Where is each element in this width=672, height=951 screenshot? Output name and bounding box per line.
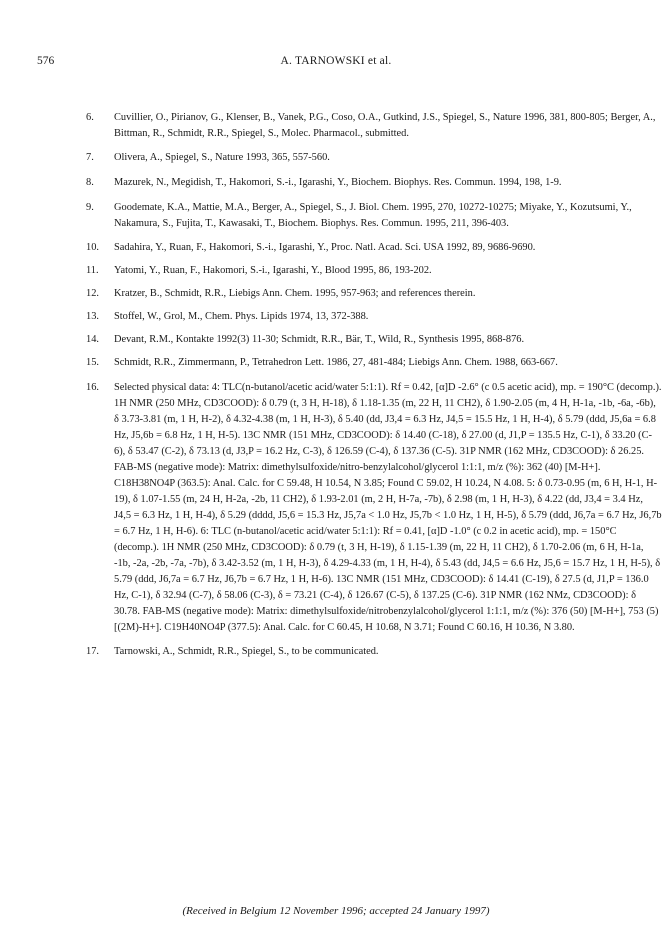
reference-number: 6.: [86, 112, 94, 123]
reference-item: [0, 332, 662, 348]
reference-text: Tarnowski, A., Schmidt, R.R., Spiegel, S., to be communicated.: [114, 646, 379, 657]
reference-number: 13.: [86, 311, 99, 322]
received-accepted-dates: (Received in Belgium 12 November 1996; accepted 24 January 1997): [182, 905, 490, 917]
reference-text: Devant, R.M., Kontakte 1992(3) 11-30; Schmidt, R.R., Bär, T., Wild, R., Synthesis 1995, 868-876.: [114, 334, 525, 345]
running-head: A. TARNOWSKI et al.: [280, 55, 392, 67]
reference-number: 14.: [86, 334, 99, 345]
reference-number: 15.: [86, 357, 99, 368]
reference-number: 16.: [86, 382, 99, 393]
reference-item: [0, 644, 662, 660]
reference-item: [0, 309, 662, 325]
reference-text: Cuvillier, O., Pirianov, G., Klenser, B., Vanek, P.G., Coso, O.A., Gutkind, J.S., Spiegel, S., Nature 1996, 381, 800-805; Berger, A., Bittman, R., Schmidt, R.R., Spiegel, S., Molec. Pharmacol., submitted.: [114, 112, 656, 139]
reference-item: [0, 355, 662, 371]
reference-text: Selected physical data: 4: TLC(n-butanol/acetic acid/water 5:1:1). Rf = 0.42, [α]D -2.6° (c 0.5 acetic acid), mp. = 190°C (decomp.). 1H NMR (250 MHz, CD3COOD): δ 0.79 (t, 3 H, H-18), δ 1.18-1.35 (m, 22 H, 11 CH2), δ 1.90-2.05 (m, 4 H, H-1a, -1b, -6a, -6b), δ 3.73-3.81 (m, 1 H, H-2), δ 4.32-4.38 (m, 1 H, H-3), δ 5.40 (dd, J3,4 = 6.3 Hz, J4,5 = 15.5 Hz, 1 H, H-4), δ 5.79 (ddd, J5,6a = 6.8 Hz, J5,6b = 6.8 Hz, 1 H, H-5). 13C NMR (151 MHz, CD3COOD): δ 14.40 (C-18), δ 27.00 (d, J1,P = 135.5 Hz, C-1), δ 33.20 (C-6), δ 53.47 (C-2), δ 73.13 (d, J3,P = 16.2 Hz, C-3), δ 126.59 (C-4), δ 137.36 (C-5). 31P NMR (162 MHz, CD3COOD): δ 26.25. FAB-MS (negative mode): Matrix: dimethylsulfoxide/nitro-benzylalcohol/glycerol 1:1:1, m/z (%): 362 (40) [M-H+]. C18H38NO4P (363.5): Anal. Calc. for C 59.48, H 10.54, N 3.85; Found C 59.02, H 10.24, N 4.08. 5: δ 0.73-0.95 (m, 6 H, H-1, H-19), δ 1.07-1.55 (m, 24 H, H-2a, -2b, 11 CH2), δ 1.93-2.01 (m, 2 H, H-7a, -7b), δ 2.98 (m, 1 H, H-3), δ 4.22 (dd, J3,4 = 3.4 Hz, J4,5 = 6.3 Hz, 1 H, H-4), δ 5.29 (dddd, J5,6 = 15.3 Hz, J5,7a < 1.0 Hz, J5,7b < 1.0 Hz, 1 H, H-5), δ 5.79 (ddd, J6,7a = 6.7 Hz, J6,7b = 6.7 Hz, 1 H, H-6). 6: TLC (n-butanol/acetic acid/water 5:1:1): Rf = 0.41, [α]D -1.0° (c 0.2 in acetic acid), mp. = 150°C (decomp.). 1H NMR (250 MHz, CD3COOD): δ 0.79 (t, 3 H, H-19), δ 1.15-1.39 (m, 22 H, 11 CH2), δ 1.70-2.06 (m, 6 H, H-1a, -1b, -2a, -2b, -7a, -7b), δ 3.42-3.52 (m, 1 H, H-3), δ 4.29-4.33 (m, 1 H, H-4), δ 5.43 (dd, J4,5 = 6.6 Hz, J5,6 = 15.7 Hz, 1 H, H-5), δ 5.79 (ddd, J6,7a = 6.7 Hz, J6,7b = 6.7 Hz, 1 H, H-6). 13C NMR (151 MHz, CD3COOD): δ 14.41 (C-19), δ 27.5 (d, J1,P = 136.0 Hz, C-1), δ 32.94 (C-7), δ 58.06 (C-3), δ = 73.21 (C-4), δ 126.67 (C-5), δ 137.25 (C-6). 31P NMR (162 NMz, CD3COOD): δ 30.78. FAB-MS (negative mode): Matrix: dimethylsulfoxide/nitrobenzylalcohol/glycerol 1:1:1, m/z (%): 376 (50) [M-H+], 753 (5) [(2M)-H+]. C19H40NO4P (377.5): Anal. Calc. for C 60.45, H 10.68, N 3.71; Found C 60.16, H 10.36, N 3.80.: [114, 382, 662, 633]
reference-text: Olivera, A., Spiegel, S., Nature 1993, 365, 557-560.: [114, 152, 330, 163]
reference-text: Kratzer, B., Schmidt, R.R., Liebigs Ann. Chem. 1995, 957-963; and references therein.: [114, 288, 476, 299]
reference-text: Goodemate, K.A., Mattie, M.A., Berger, A., Spiegel, S., J. Biol. Chem. 1995, 270, 10272-10275; Miyake, Y., Kozutsumi, Y., Nakamura, S., Fujita, T., Kawasaki, T., Biochem. Biophys. Res. Commun. 1995, 211, 396-403.: [114, 202, 632, 229]
reference-text: Schmidt, R.R., Zimmermann, P., Tetrahedron Lett. 1986, 27, 481-484; Liebigs Ann. Chem. 1988, 663-667.: [114, 357, 558, 368]
reference-text: Yatomi, Y., Ruan, F., Hakomori, S.-i., Igarashi, Y., Blood 1995, 86, 193-202.: [114, 265, 432, 276]
reference-item: [0, 380, 662, 636]
reference-text: Stoffel, W., Grol, M., Chem. Phys. Lipids 1974, 13, 372-388.: [114, 311, 369, 322]
reference-list: [0, 110, 672, 660]
reference-item: [0, 175, 662, 191]
reference-number: 7.: [86, 152, 94, 163]
reference-text: Mazurek, N., Megidish, T., Hakomori, S.-i., Igarashi, Y., Biochem. Biophys. Res. Commun. 1994, 198, 1-9.: [114, 177, 562, 188]
reference-text: Sadahira, Y., Ruan, F., Hakomori, S.-i., Igarashi, Y., Proc. Natl. Acad. Sci. USA 1992, 89, 9686-9690.: [114, 242, 536, 253]
reference-item: [0, 240, 662, 256]
reference-item: [0, 263, 662, 279]
reference-number: 17.: [86, 646, 99, 657]
reference-item: [0, 150, 662, 166]
reference-number: 9.: [86, 202, 94, 213]
reference-number: 10.: [86, 242, 99, 253]
reference-number: 8.: [86, 177, 94, 188]
reference-number: 12.: [86, 288, 99, 299]
reference-number: 11.: [86, 265, 99, 276]
reference-item: [0, 200, 662, 232]
page-number: 576: [37, 55, 55, 67]
reference-item: [0, 110, 662, 142]
reference-item: [0, 286, 662, 302]
